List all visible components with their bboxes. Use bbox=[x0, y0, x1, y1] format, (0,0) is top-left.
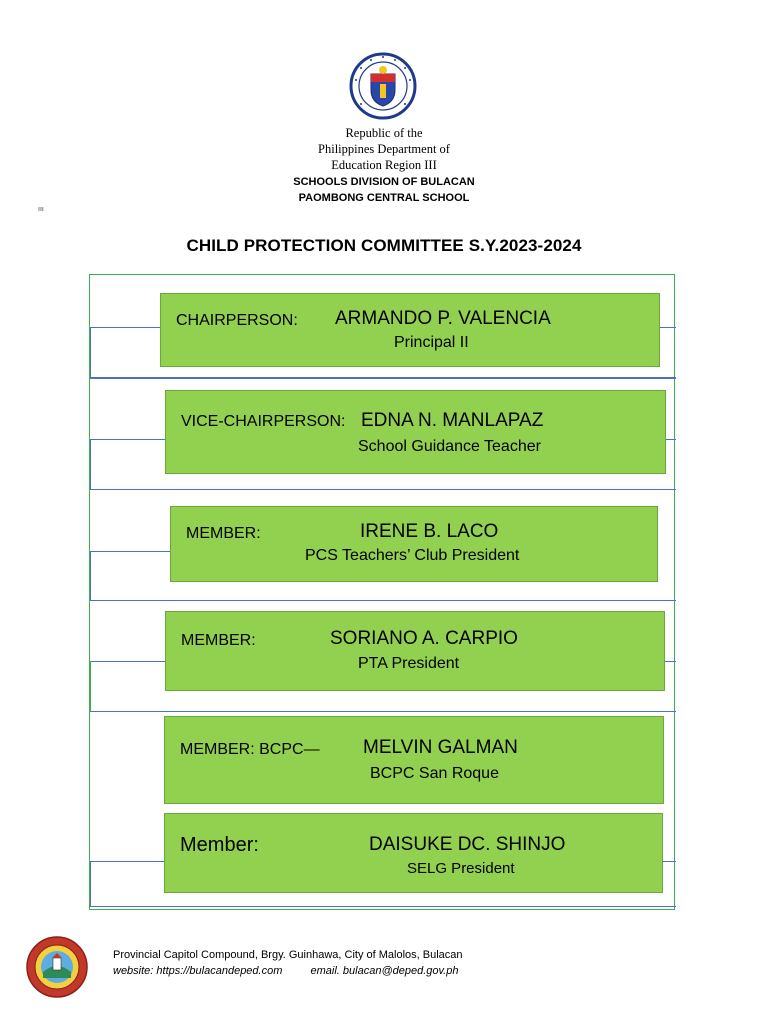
connector bbox=[90, 327, 160, 328]
footer-website[interactable]: website: https://bulacandeped.com bbox=[113, 965, 283, 977]
member-box-vice-chairperson bbox=[165, 390, 666, 474]
document-title: CHILD PROTECTION COMMITTEE S.Y.2023-2024 bbox=[186, 236, 582, 255]
member-position: BCPC San Roque bbox=[370, 765, 499, 782]
member-name: ARMANDO P. VALENCIA bbox=[335, 308, 551, 329]
deped-seal-icon bbox=[349, 52, 417, 120]
header-line-1: Republic of the bbox=[345, 126, 423, 140]
header-line-3: Education Region III bbox=[331, 158, 437, 172]
row-divider bbox=[90, 377, 676, 379]
member-name: IRENE B. LACO bbox=[360, 521, 499, 542]
member-role: CHAIRPERSON: bbox=[176, 312, 298, 329]
connector bbox=[90, 439, 166, 440]
member-role: Member: bbox=[180, 834, 259, 856]
member-role: VICE-CHAIRPERSON: bbox=[181, 413, 346, 430]
division-name: SCHOOLS DIVISION OF BULACAN bbox=[293, 176, 475, 188]
row-divider bbox=[90, 489, 676, 490]
member-role: MEMBER: BCPC— bbox=[180, 741, 320, 758]
member-position: SELG President bbox=[407, 860, 515, 877]
member-position: PTA President bbox=[358, 655, 460, 672]
connector bbox=[90, 439, 91, 489]
footer-contacts bbox=[113, 965, 458, 977]
connector bbox=[90, 551, 91, 601]
org-chart bbox=[89, 274, 675, 910]
footer-email[interactable]: email. bulacan@deped.gov.ph bbox=[310, 965, 459, 977]
connector bbox=[90, 861, 91, 907]
member-box-member-2 bbox=[165, 611, 665, 691]
connector bbox=[660, 327, 676, 328]
connector bbox=[90, 661, 166, 662]
connector bbox=[90, 327, 91, 377]
connector bbox=[666, 439, 676, 440]
member-box-member-1 bbox=[170, 506, 658, 582]
stray-mark: ııı bbox=[38, 206, 44, 213]
connector bbox=[90, 661, 91, 711]
member-role: MEMBER: bbox=[181, 632, 256, 649]
bulacan-division-seal-icon bbox=[26, 936, 88, 998]
connector bbox=[662, 861, 676, 862]
row-divider bbox=[90, 600, 676, 601]
school-name: PAOMBONG CENTRAL SCHOOL bbox=[298, 192, 470, 204]
member-box-chairperson bbox=[160, 293, 660, 367]
member-name: MELVIN GALMAN bbox=[363, 737, 518, 758]
header-line-2: Philippines Department of bbox=[318, 142, 450, 156]
connector bbox=[90, 861, 164, 862]
member-name: EDNA N. MANLAPAZ bbox=[361, 410, 544, 431]
connector bbox=[90, 551, 170, 552]
member-position: Principal II bbox=[394, 334, 469, 351]
row-divider bbox=[90, 906, 676, 907]
member-name: SORIANO A. CARPIO bbox=[330, 628, 518, 649]
footer-address: Provincial Capitol Compound, Brgy. Guinhawa, City of Malolos, Bulacan bbox=[113, 949, 463, 961]
member-position: PCS Teachers’ Club President bbox=[305, 547, 520, 564]
row-divider bbox=[90, 711, 676, 712]
member-name: DAISUKE DC. SHINJO bbox=[369, 834, 566, 855]
connector bbox=[664, 661, 676, 662]
member-box-member-3 bbox=[164, 716, 664, 804]
member-position: School Guidance Teacher bbox=[358, 438, 541, 455]
member-box-member-4 bbox=[164, 813, 663, 893]
member-role: MEMBER: bbox=[186, 525, 261, 542]
